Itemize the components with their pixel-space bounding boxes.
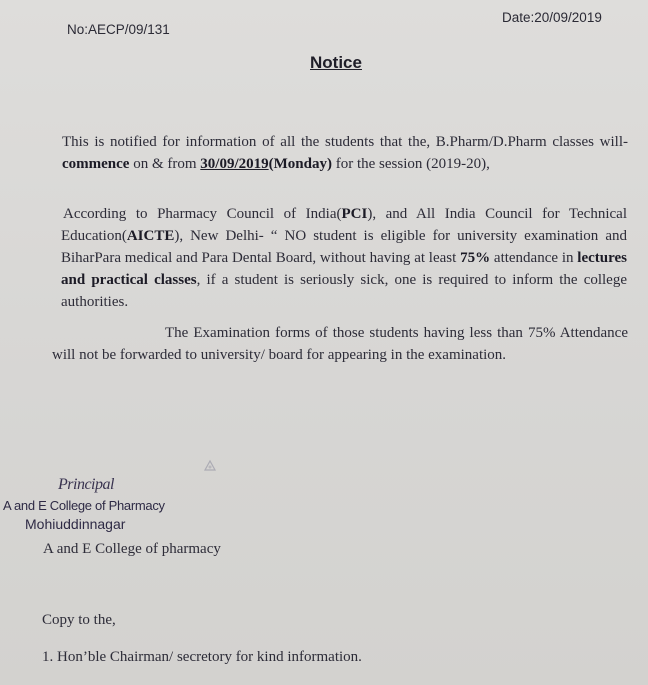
copy-list-item: 1. Hon’ble Chairman/ secretory for kind information. xyxy=(42,649,362,665)
lectures-practical-emphasis: lectures and practical classes xyxy=(61,250,627,288)
paragraph-session-commencement: This is notified for information of all the students that the, B.Pharm/D.Pharm classes will- commence on & from 30/09/2019(Monday) for the session (2019-20), xyxy=(62,134,628,172)
paragraph-attendance-rule: According to Pharmacy Council of India(PCI), and All India Council for Technical Education(AICTE), New Delhi- “ NO student is eligible for university examination and BiharPara medical and Para Dental Board, without having at least 75% attendance in lectures and practical classes, if a student is seriously sick, one is required to inform the college authorities. xyxy=(61,206,628,310)
paragraph-exam-forms: The Examination forms of those students having less than 75% Attendance will not be forwarded to university/ board for appearing in the examination. xyxy=(52,325,628,363)
college-name: A and E College of pharmacy xyxy=(43,541,221,557)
commence-emphasis: commence xyxy=(62,156,130,172)
pci-abbrev: PCI xyxy=(341,206,368,222)
ink-smudge-icon xyxy=(203,458,217,472)
copy-to-heading: Copy to the, xyxy=(42,612,116,628)
notice-date: Date:20/09/2019 xyxy=(502,10,602,25)
commence-day: (Monday) xyxy=(268,156,332,172)
aicte-abbrev: AICTE xyxy=(126,228,175,244)
notice-title: Notice xyxy=(310,53,362,72)
commence-date: 30/09/2019 xyxy=(200,156,269,172)
principal-signature: Principal xyxy=(58,476,114,493)
reference-number: No:AECP/09/131 xyxy=(67,22,170,37)
attendance-percent: 75% xyxy=(460,250,491,266)
stamp-college-name: A and E College of Pharmacy xyxy=(3,498,165,513)
stamp-place: Mohiuddinnagar xyxy=(25,516,126,532)
